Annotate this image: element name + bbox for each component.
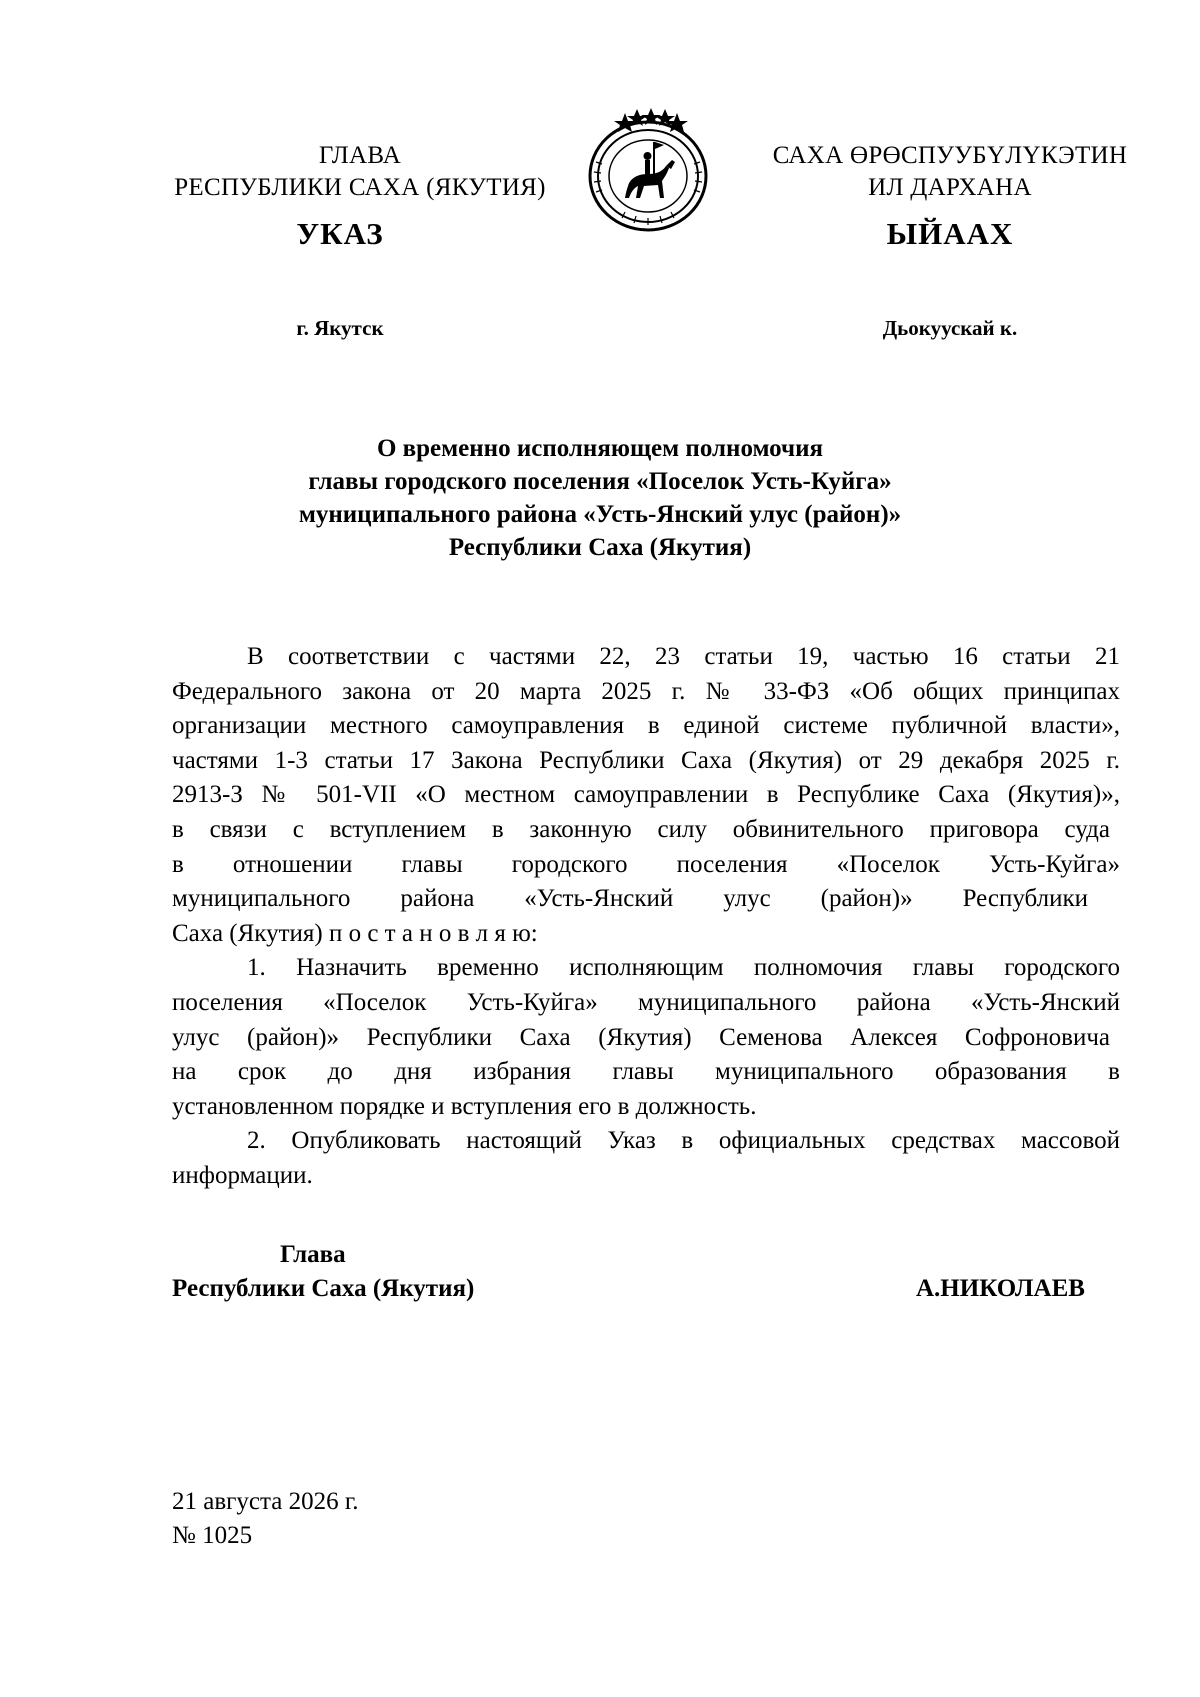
body-line: в отношении главы городского поселения «Поселок Усть-Куйга» — [172, 850, 1120, 878]
body-line: муниципального района «Усть-Янский улус (район)» Республики — [172, 885, 1088, 913]
header-left-line2: РЕСПУБЛИКИ САХА (ЯКУТИЯ) — [174, 174, 546, 201]
document-title — [170, 432, 1030, 564]
doc-type-sah: ЫЙААХ — [886, 216, 1014, 251]
body-line: информации. — [172, 1161, 313, 1189]
title-line: главы городского поселения «Поселок Усть-Куйга» — [308, 468, 892, 495]
body-line: установленном порядке и вступления его в должность. — [172, 1092, 757, 1120]
body-line: 1. Назначить временно исполняющим полномочия главы городского — [247, 954, 1120, 982]
body-line: частями 1-3 статьи 17 Закона Республики Саха (Якутия) от 29 декабря 2025 г. — [172, 746, 1120, 774]
body-line: улус (район)» Республики Саха (Якутия) Семенова Алексея Софроновича — [172, 1023, 1110, 1051]
body-line: Саха (Якутия) п о с т а н о в л я ю: — [172, 919, 538, 947]
header-left — [170, 140, 550, 204]
body-line: 2. Опубликовать настоящий Указ в официальных средствах массовой — [247, 1127, 1120, 1155]
header-left-line1: ГЛАВА — [318, 142, 402, 169]
document-body — [172, 640, 1120, 1194]
body-line: Федерального закона от 20 марта 2025 г. № 33-ФЗ «Об общих принципах — [172, 677, 1120, 705]
document-date: 21 августа 2026 г. — [172, 1488, 359, 1515]
preamble-paragraph — [172, 640, 1120, 951]
header-right-line1: САХА ӨРӨСПУУБҮЛҮКЭТИН — [772, 142, 1128, 169]
body-line: организации местного самоуправления в единой системе публичной власти», — [172, 712, 1120, 740]
item-1-paragraph — [172, 951, 1120, 1124]
title-line: Республики Саха (Якутия) — [448, 534, 752, 561]
body-line: 2913-З № 501-VII «О местном самоуправлении в Республике Саха (Якутия)», — [172, 781, 1120, 809]
body-line: в связи с вступлением в законную силу обвинительного приговора суда — [172, 815, 1110, 843]
body-line: поселения «Поселок Усть-Куйга» муниципального района «Усть-Янский — [172, 988, 1120, 1016]
signature-position-line2: Республики Саха (Якутия) — [172, 1275, 475, 1302]
city-sah: Дьокуускай к. — [882, 316, 1018, 340]
body-line: на срок до дня избрания главы муниципального образования в — [172, 1058, 1120, 1086]
city-ru: г. Якутск — [296, 316, 384, 340]
header-right-line2: ИЛ ДАРХАНА — [868, 174, 1032, 201]
header-right — [760, 140, 1140, 204]
signature-name: А.НИКОЛАЕВ — [916, 1275, 1085, 1302]
title-line: О временно исполняющем полномочия — [376, 435, 824, 462]
doc-type-ru: УКАЗ — [296, 216, 384, 251]
body-line: В соответствии с частями 22, 23 статьи 19, частью 16 статьи 21 — [247, 643, 1120, 670]
item-2-paragraph — [172, 1124, 1120, 1193]
title-line: муниципального района «Усть-Янский улус (район)» — [298, 501, 902, 528]
republic-sakha-coat-of-arms-icon — [582, 106, 714, 234]
signature-position-line1: Глава — [280, 1241, 346, 1268]
document-number: № 1025 — [172, 1522, 253, 1549]
